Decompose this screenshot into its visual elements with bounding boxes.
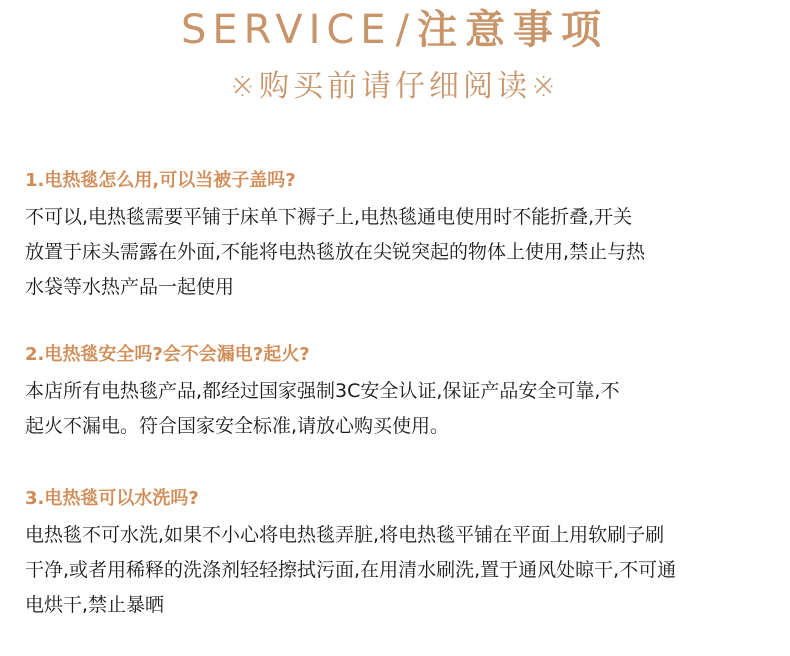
faq-answer-line: 电热毯不可水洗,如果不小心将电热毯弄脏,将电热毯平铺在平面上用软刷子刷 <box>25 524 665 546</box>
faq-answer-line: 本店所有电热毯产品,都经过国家强制3C安全认证,保证产品安全可靠,不 <box>25 380 620 402</box>
title-slash: / <box>395 7 414 53</box>
faq-answer-line: 水袋等水热产品一起使用 <box>25 276 235 298</box>
title-chinese: 注意事项 <box>417 7 610 53</box>
faq-answer <box>25 518 775 623</box>
faq-answer <box>25 200 775 305</box>
faq-answer-line: 干净,或者用稀释的洗涤剂轻轻擦拭污面,在用清水刷洗,置于通风处晾干,不可通 <box>25 559 677 581</box>
faq-answer-line: 不可以,电热毯需要平铺于床单下褥子上,电热毯通电使用时不能折叠,开关 <box>25 206 633 228</box>
faq-item-2 <box>25 342 775 444</box>
faq-answer-line: 电烘干,禁止暴晒 <box>25 594 165 616</box>
faq-item-3 <box>25 486 775 623</box>
page-subtitle: ※购买前请仔细阅读※ <box>229 69 561 104</box>
title-english: SERVICE <box>180 7 392 53</box>
page-title <box>0 0 790 60</box>
faq-question: 1.电热毯怎么用,可以当被子盖吗? <box>25 170 296 191</box>
faq-question: 2.电热毯安全吗?会不会漏电?起火? <box>25 344 310 365</box>
faq-question: 3.电热毯可以水洗吗? <box>25 488 199 509</box>
faq-answer-line: 起火不漏电。符合国家安全标准,请放心购买使用。 <box>25 415 450 437</box>
faq-answer <box>25 374 775 444</box>
faq-item-1 <box>25 168 775 305</box>
faq-answer-line: 放置于床头需露在外面,不能将电热毯放在尖锐突起的物体上使用,禁止与热 <box>25 241 646 263</box>
